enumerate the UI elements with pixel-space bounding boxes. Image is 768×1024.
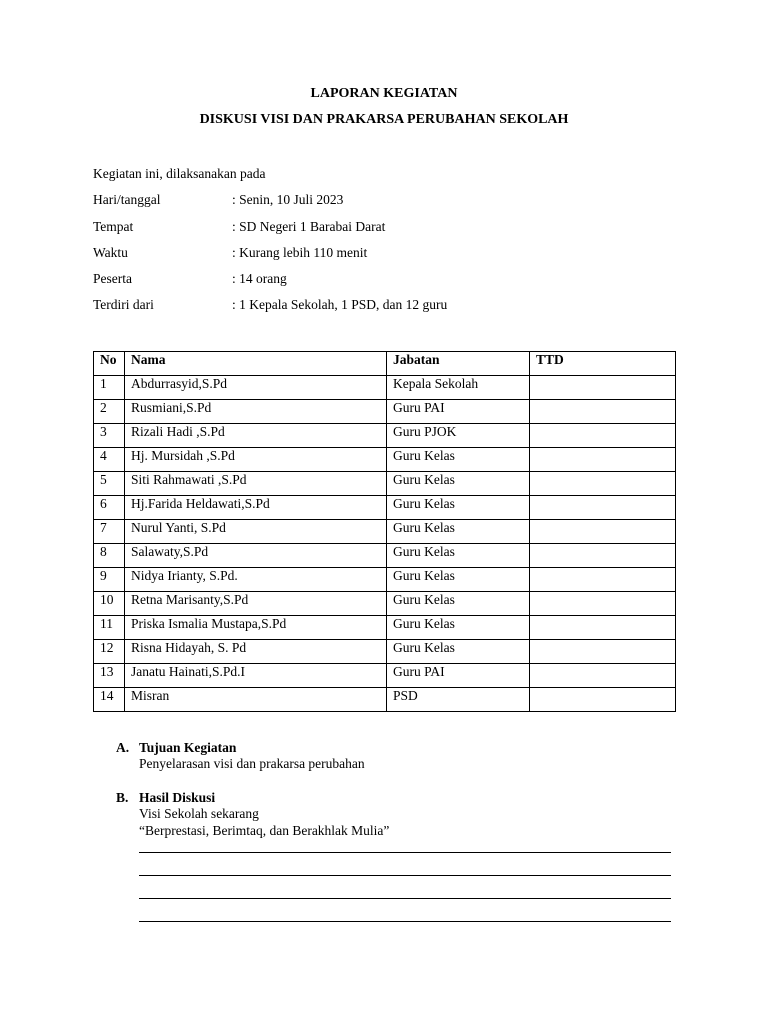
section-a-heading: Tujuan Kegiatan (139, 740, 237, 755)
intro-text: Kegiatan ini, dilaksanakan pada (93, 166, 266, 181)
cell-ttd (530, 376, 676, 400)
table-row (94, 592, 676, 616)
attendance-table (93, 351, 676, 712)
cell-ttd (530, 688, 676, 712)
cell-no: 3 (94, 424, 125, 448)
table-row (94, 544, 676, 568)
table-row (94, 472, 676, 496)
cell-ttd (530, 520, 676, 544)
cell-no: 1 (94, 376, 125, 400)
table-row (94, 688, 676, 712)
cell-nama: Nidya Irianty, S.Pd. (125, 568, 387, 592)
cell-no: 13 (94, 664, 125, 688)
blank-line (139, 852, 671, 853)
cell-ttd (530, 424, 676, 448)
cell-no: 12 (94, 640, 125, 664)
report-title: LAPORAN KEGIATAN (310, 86, 458, 101)
cell-ttd (530, 448, 676, 472)
info-value: : Kurang lebih 110 menit (232, 245, 368, 260)
cell-ttd (530, 568, 676, 592)
table-header-row (94, 352, 676, 376)
table-row (94, 424, 676, 448)
cell-nama: Janatu Hainati,S.Pd.I (125, 664, 387, 688)
cell-nama: Retna Marisanty,S.Pd (125, 592, 387, 616)
cell-ttd (530, 664, 676, 688)
table-row (94, 664, 676, 688)
cell-ttd (530, 400, 676, 424)
cell-jabatan: Guru Kelas (387, 544, 530, 568)
header-jabatan: Jabatan (387, 352, 530, 376)
cell-ttd (530, 616, 676, 640)
cell-no: 6 (94, 496, 125, 520)
section-b-heading: Hasil Diskusi (139, 790, 216, 805)
cell-nama: Misran (125, 688, 387, 712)
section-a-letter: A. (116, 740, 130, 755)
table-row (94, 376, 676, 400)
info-label: Terdiri dari (93, 297, 154, 312)
info-label: Waktu (93, 245, 128, 260)
cell-jabatan: Kepala Sekolah (387, 376, 530, 400)
blank-line (139, 921, 671, 922)
info-label: Tempat (93, 219, 134, 234)
cell-no: 11 (94, 616, 125, 640)
section-a-text: Penyelarasan visi dan prakarsa perubahan (139, 756, 365, 771)
cell-no: 14 (94, 688, 125, 712)
info-value: : 1 Kepala Sekolah, 1 PSD, dan 12 guru (232, 297, 448, 312)
table-body (94, 376, 676, 712)
info-row-place (93, 219, 653, 237)
section-b-letter: B. (116, 790, 129, 805)
header-nama: Nama (125, 352, 387, 376)
cell-ttd (530, 592, 676, 616)
info-row-composition (93, 297, 653, 315)
table-row (94, 448, 676, 472)
info-value: : SD Negeri 1 Barabai Darat (232, 219, 386, 234)
section-b-line2: “Berprestasi, Berimtaq, dan Berakhlak Mulia” (139, 823, 390, 838)
cell-nama: Rusmiani,S.Pd (125, 400, 387, 424)
header-no: No (94, 352, 125, 376)
info-value: : 14 orang (232, 271, 287, 286)
info-label: Peserta (93, 271, 132, 286)
cell-no: 10 (94, 592, 125, 616)
report-subtitle: DISKUSI VISI DAN PRAKARSA PERUBAHAN SEKOLAH (199, 112, 569, 127)
cell-nama: Risna Hidayah, S. Pd (125, 640, 387, 664)
cell-jabatan: Guru Kelas (387, 568, 530, 592)
table-row (94, 640, 676, 664)
blank-line (139, 898, 671, 899)
cell-jabatan: Guru Kelas (387, 640, 530, 664)
cell-jabatan: PSD (387, 688, 530, 712)
cell-nama: Nurul Yanti, S.Pd (125, 520, 387, 544)
cell-no: 9 (94, 568, 125, 592)
cell-jabatan: Guru PJOK (387, 424, 530, 448)
section-b-line1: Visi Sekolah sekarang (139, 806, 259, 821)
info-label: Hari/tanggal (93, 192, 161, 207)
cell-jabatan: Guru Kelas (387, 448, 530, 472)
info-row-time (93, 245, 653, 263)
cell-ttd (530, 640, 676, 664)
cell-no: 4 (94, 448, 125, 472)
info-value: : Senin, 10 Juli 2023 (232, 192, 344, 207)
cell-jabatan: Guru Kelas (387, 592, 530, 616)
info-row-participants (93, 271, 653, 289)
table-row (94, 616, 676, 640)
cell-no: 2 (94, 400, 125, 424)
cell-jabatan: Guru Kelas (387, 472, 530, 496)
info-row-date (93, 192, 653, 210)
cell-ttd (530, 472, 676, 496)
cell-jabatan: Guru PAI (387, 664, 530, 688)
cell-jabatan: Guru Kelas (387, 496, 530, 520)
cell-jabatan: Guru PAI (387, 400, 530, 424)
cell-jabatan: Guru Kelas (387, 616, 530, 640)
blank-line (139, 875, 671, 876)
cell-jabatan: Guru Kelas (387, 520, 530, 544)
cell-nama: Salawaty,S.Pd (125, 544, 387, 568)
cell-no: 7 (94, 520, 125, 544)
table-row (94, 400, 676, 424)
cell-nama: Abdurrasyid,S.Pd (125, 376, 387, 400)
cell-nama: Priska Ismalia Mustapa,S.Pd (125, 616, 387, 640)
cell-nama: Hj. Mursidah ,S.Pd (125, 448, 387, 472)
header-ttd: TTD (530, 352, 676, 376)
table-row (94, 568, 676, 592)
table-row (94, 496, 676, 520)
cell-nama: Rizali Hadi ,S.Pd (125, 424, 387, 448)
cell-no: 8 (94, 544, 125, 568)
cell-nama: Hj.Farida Heldawati,S.Pd (125, 496, 387, 520)
cell-no: 5 (94, 472, 125, 496)
cell-ttd (530, 544, 676, 568)
cell-nama: Siti Rahmawati ,S.Pd (125, 472, 387, 496)
table-row (94, 520, 676, 544)
cell-ttd (530, 496, 676, 520)
